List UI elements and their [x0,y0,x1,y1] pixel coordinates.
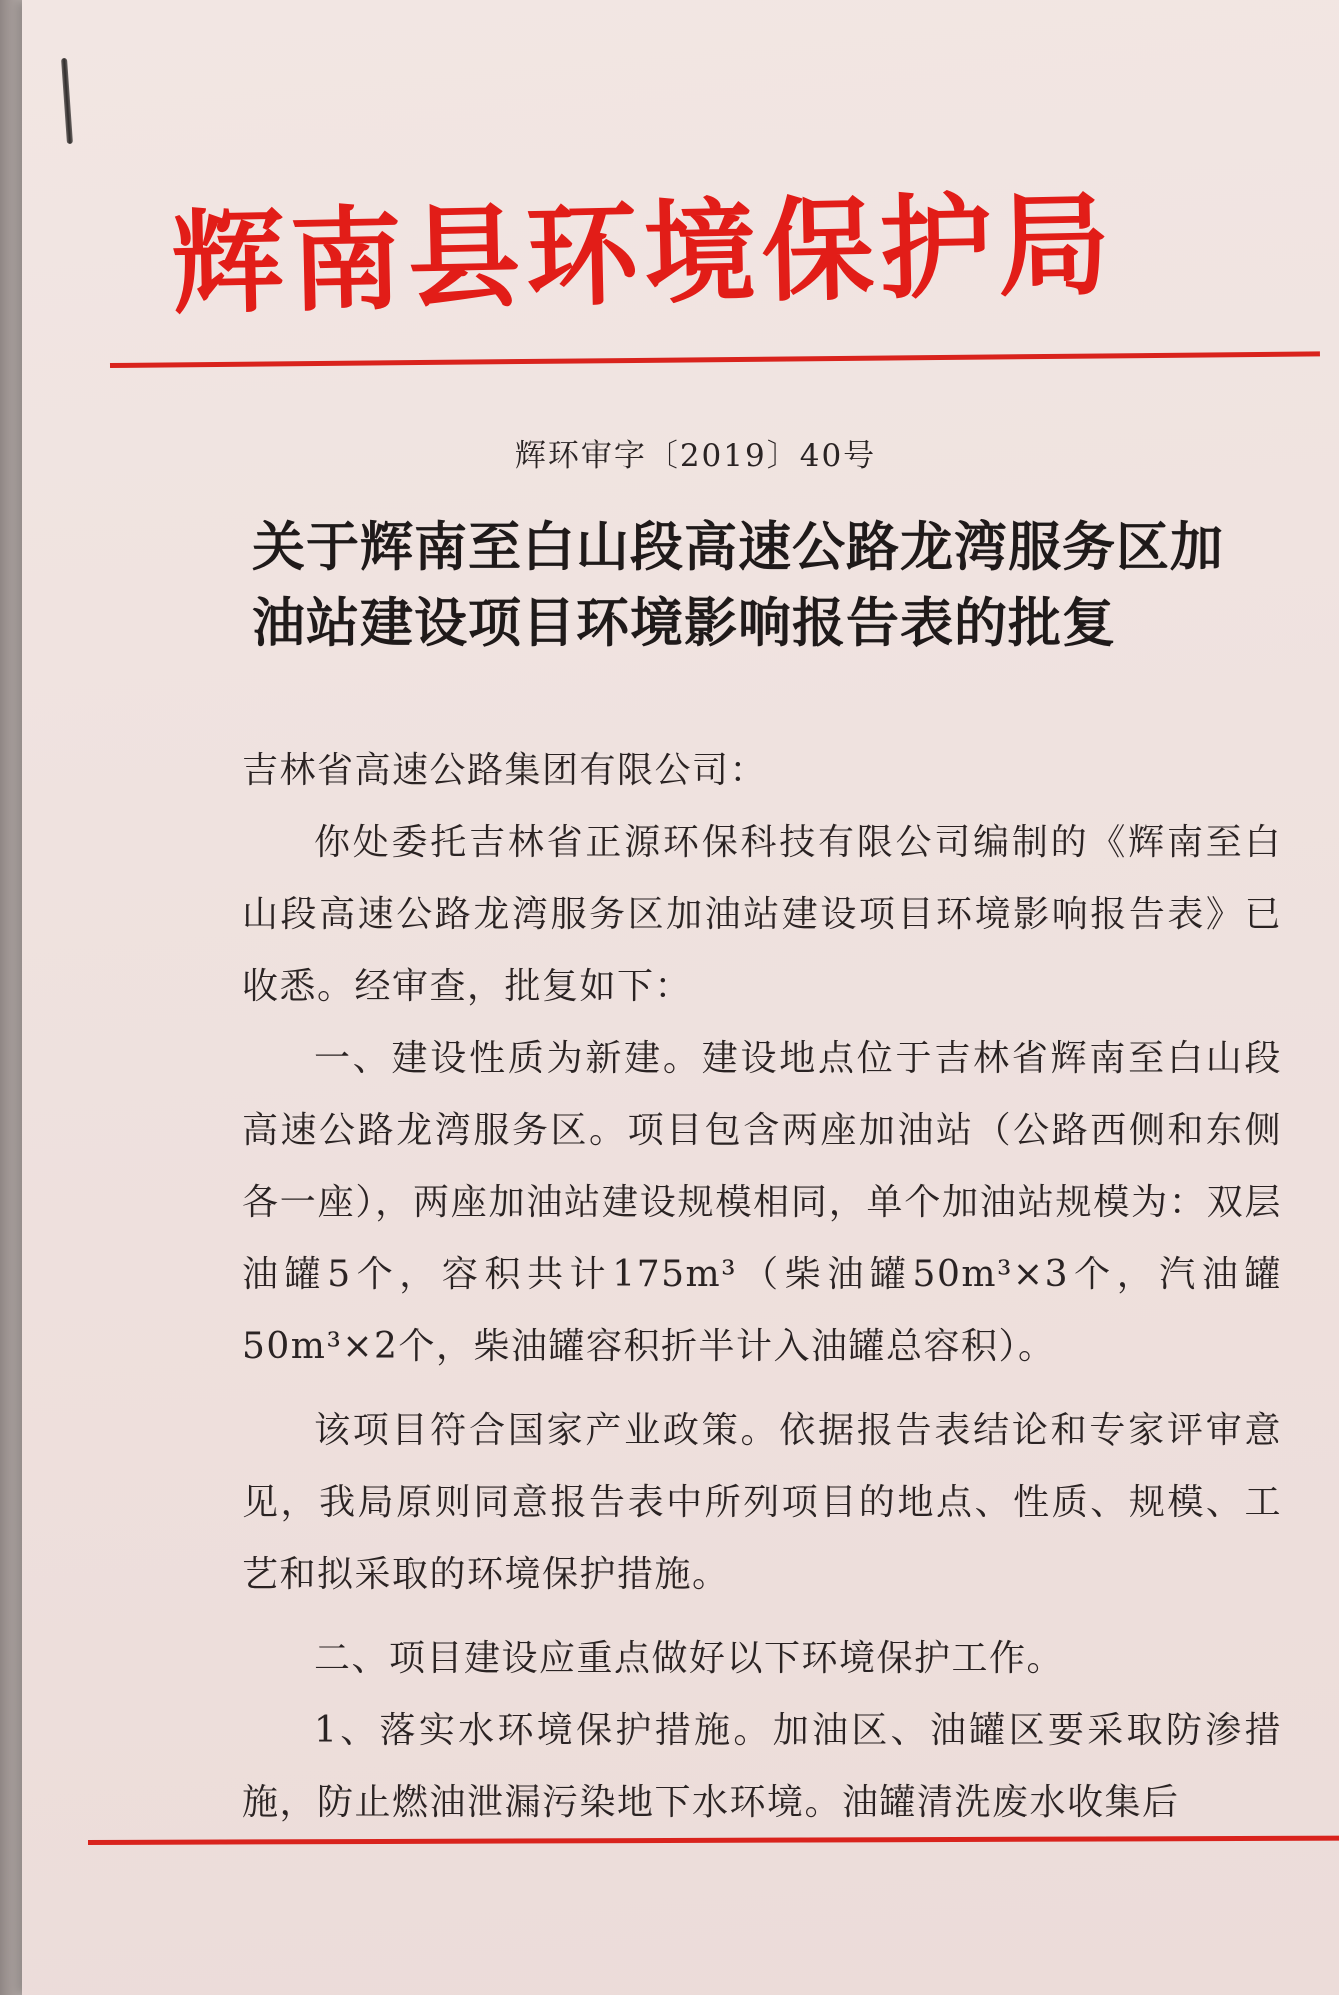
document-number: 辉环审字〔2019〕40号 [514,438,877,474]
document-body [242,735,1282,1839]
subject-line-1: 关于辉南至白山段高速公路龙湾服务区加 [252,517,1224,578]
paragraph-section-1: 一、建设性质为新建。建设地点位于吉林省辉南至白山段高速公路龙湾服务区。项目包含两座加油站（公路西侧和东侧各一座），两座加油站建设规模相同，单个加油站规模为：双层油罐5个，容积共计175m³（柴油罐50m³×3个，汽油罐50m³×2个，柴油罐容积折半计入油罐总容积）。 [242,1038,1282,1367]
subject-line-2: 油站建设项目环境影响报告表的批复 [252,593,1116,654]
paragraph-intro: 你处委托吉林省正源环保科技有限公司编制的《辉南至白山段高速公路龙湾服务区加油站建设项目环境影响报告表》已收悉。经审查，批复如下： [242,822,1282,1007]
salutation: 吉林省高速公路集团有限公司： [242,750,768,791]
paragraph-item-1: 1、落实水环境保护措施。加油区、油罐区要采取防渗措施，防止燃油泄漏污染地下水环境。油罐清洗废水收集后 [242,1710,1282,1823]
agency-letterhead: 辉南县环境保护局 [170,180,1118,330]
paragraph-section-2: 二、项目建设应重点做好以下环境保护工作。 [314,1638,1065,1679]
document-page [22,0,1339,1995]
staple-mark [61,58,73,144]
paragraph-policy: 该项目符合国家产业政策。依据报告表结论和专家评审意见，我局原则同意报告表中所列项目的地点、性质、规模、工艺和拟采取的环境保护措施。 [242,1410,1282,1595]
letterhead-red-rule [110,351,1320,368]
document-subject [252,510,1252,662]
